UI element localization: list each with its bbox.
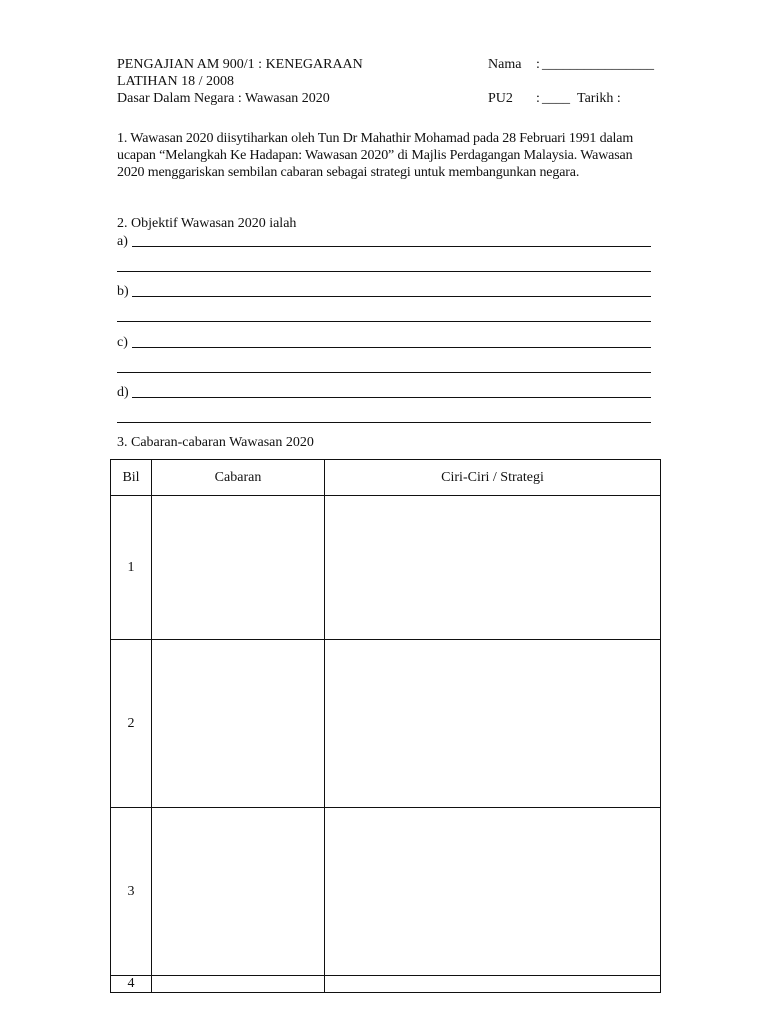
answer-a-line[interactable] <box>132 246 651 247</box>
name-separator: : <box>536 57 540 72</box>
challenges-table <box>110 459 661 993</box>
topic-title: Dasar Dalam Negara : Wawasan 2020 <box>117 91 330 106</box>
date-label: Tarikh : <box>577 91 621 106</box>
class-field[interactable]: ____ <box>542 91 570 106</box>
header-bil: Bil <box>111 460 152 496</box>
question-1-text: 1. Wawasan 2020 diisytiharkan oleh Tun Dr Mahathir Mohamad pada 28 Februari 1991 dalam ucapan “Melangkah Ke Hadapan: Wawasan 2020” di Majlis Perdagangan Malaysia. Wawasan 2020 menggariskan sembilan cabaran sebagai strategi untuk membangunkan negara. <box>117 131 634 180</box>
course-title: PENGAJIAN AM 900/1 : KENEGARAAN <box>117 57 363 72</box>
cabaran-cell[interactable] <box>152 976 325 993</box>
answer-d-label: d) <box>117 385 129 400</box>
answer-c-label: c) <box>117 335 128 350</box>
strategi-cell[interactable] <box>325 640 661 808</box>
question-3-title: 3. Cabaran-cabaran Wawasan 2020 <box>117 435 314 450</box>
class-separator: : <box>536 91 540 106</box>
row-number: 1 <box>111 496 152 640</box>
question-2-title: 2. Objektif Wawasan 2020 ialah <box>117 216 297 231</box>
answer-d-line-2[interactable] <box>117 422 651 423</box>
row-number: 2 <box>111 640 152 808</box>
header-ciri-strategi: Ciri-Ciri / Strategi <box>325 460 661 496</box>
answer-b-label: b) <box>117 284 129 299</box>
strategi-cell[interactable] <box>325 808 661 976</box>
header-cabaran: Cabaran <box>152 460 325 496</box>
row-number: 4 <box>111 976 152 993</box>
answer-a-label: a) <box>117 234 128 249</box>
name-field[interactable]: ________________ <box>542 57 654 72</box>
strategi-cell[interactable] <box>325 976 661 993</box>
table-row <box>111 976 661 993</box>
cabaran-cell[interactable] <box>152 640 325 808</box>
cabaran-cell[interactable] <box>152 496 325 640</box>
answer-c-line-2[interactable] <box>117 372 651 373</box>
table-row <box>111 496 661 640</box>
cabaran-cell[interactable] <box>152 808 325 976</box>
answer-b-line-2[interactable] <box>117 321 651 322</box>
row-number: 3 <box>111 808 152 976</box>
answer-b-line[interactable] <box>132 296 651 297</box>
table-header-row <box>111 460 661 496</box>
table-row <box>111 808 661 976</box>
table-row <box>111 640 661 808</box>
answer-d-line[interactable] <box>132 397 651 398</box>
name-label: Nama <box>488 57 522 72</box>
answer-a-line-2[interactable] <box>117 271 651 272</box>
class-label: PU2 <box>488 91 513 106</box>
strategi-cell[interactable] <box>325 496 661 640</box>
exercise-number: LATIHAN 18 / 2008 <box>117 74 235 89</box>
answer-c-line[interactable] <box>132 347 651 348</box>
